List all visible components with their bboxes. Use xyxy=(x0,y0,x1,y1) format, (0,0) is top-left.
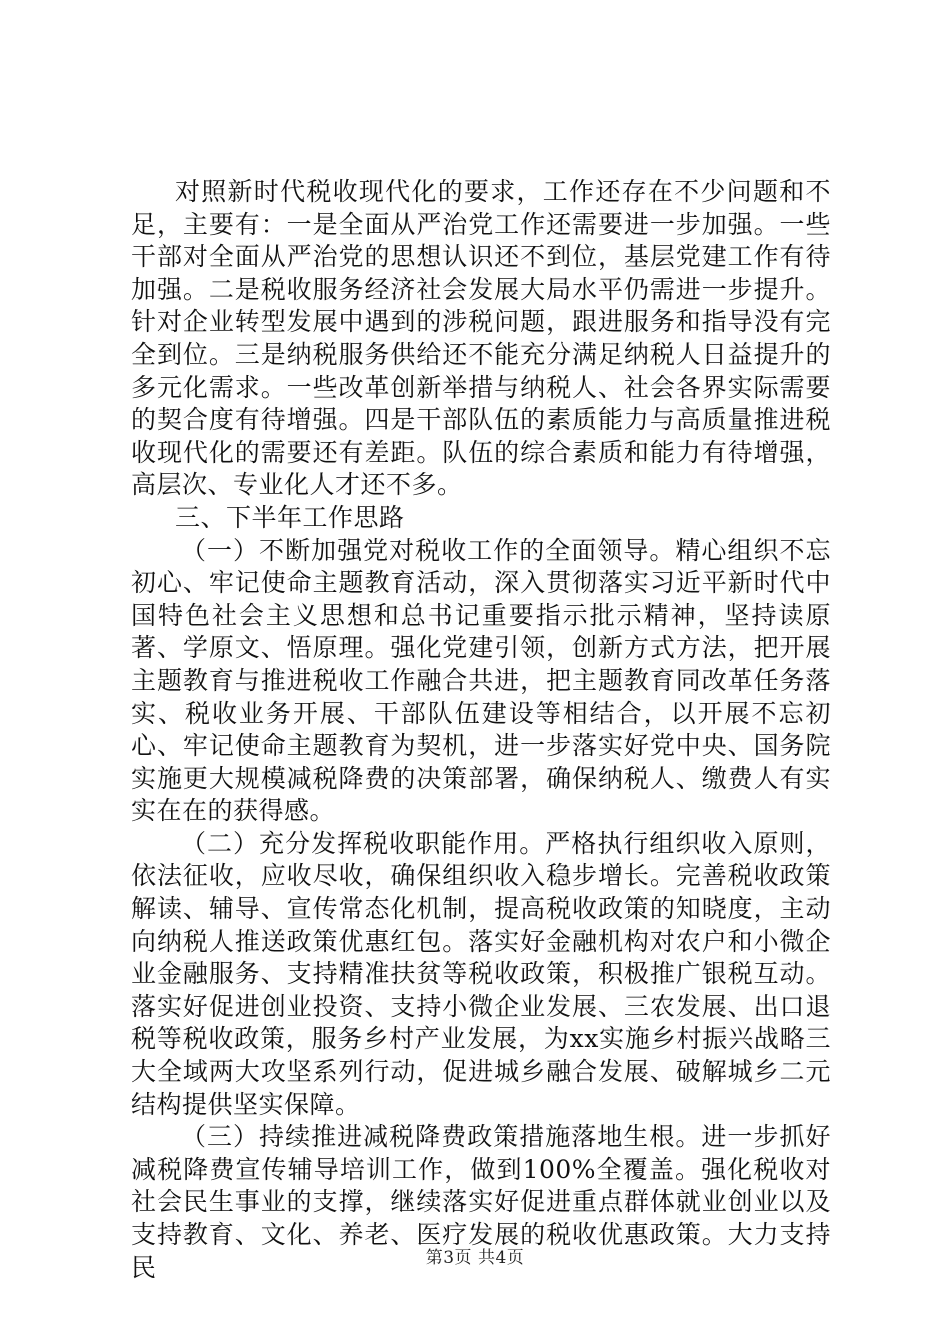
page-footer: 第3页 共4页 xyxy=(425,1248,525,1268)
paragraph-problems: 对照新时代税收现代化的要求，工作还存在不少问题和不足，主要有：一是全面从严治党工作还需要进一步加强。一些干部对全面从严治党的思想认识还不到位，基层党建工作有待加强。二是税收服务经济社会发展大局水平仍需进一步提升。针对企业转型发展中遇到的涉税问题，跟进服务和指导没有完全到位。三是纳税服务供给还不能充分满足纳税人日益提升的多元化需求。一些改革创新举措与纳税人、社会各界实际需要的契合度有待增强。四是干部队伍的素质能力与高质量推进税收现代化的需要还有差距。队伍的综合素质和能力有待增强，高层次、专业化人才还不多。 xyxy=(131,177,831,500)
document-body xyxy=(131,176,831,1284)
paragraph-item-1: （一）不断加强党对税收工作的全面领导。精心组织不忘初心、牢记使命主题教育活动，深入贯彻落实习近平新时代中国特色社会主义思想和总书记重要指示批示精神，坚持读原著、学原文、悟原理。强化党建引领，创新方式方法，把开展主题教育与推进税收工作融合共进，把主题教育同改革任务落实、税收业务开展、干部队伍建设等相结合，以开展不忘初心、牢记使命主题教育为契机，进一步落实好党中央、国务院实施更大规模减税降费的决策部署，确保纳税人、缴费人有实实在在的获得感。 xyxy=(131,535,831,826)
paragraph-item-3: （三）持续推进减税降费政策措施落地生根。进一步抓好减税降费宣传辅导培训工作，做到100%全覆盖。强化税收对社会民生事业的支撑，继续落实好促进重点群体就业创业以及支持教育、文化、养老、医疗发展的税收优惠政策。大力支持民 xyxy=(131,1122,831,1282)
section-heading: 三、下半年工作思路 xyxy=(175,502,405,532)
paragraph-item-2: （二）充分发挥税收职能作用。严格执行组织收入原则，依法征收，应收尽收，确保组织收入稳步增长。完善税收政策解读、辅导、宣传常态化机制，提高税收政策的知晓度，主动向纳税人推送政策优惠红包。落实好金融机构对农户和小微企业金融服务、支持精准扶贫等税收政策，积极推广银税互动。落实好促进创业投资、支持小微企业发展、三农发展、出口退税等税收政策，服务乡村产业发展，为xx实施乡村振兴战略三大全域两大攻坚系列行动，促进城乡融合发展、破解城乡二元结构提供坚实保障。 xyxy=(131,828,831,1119)
